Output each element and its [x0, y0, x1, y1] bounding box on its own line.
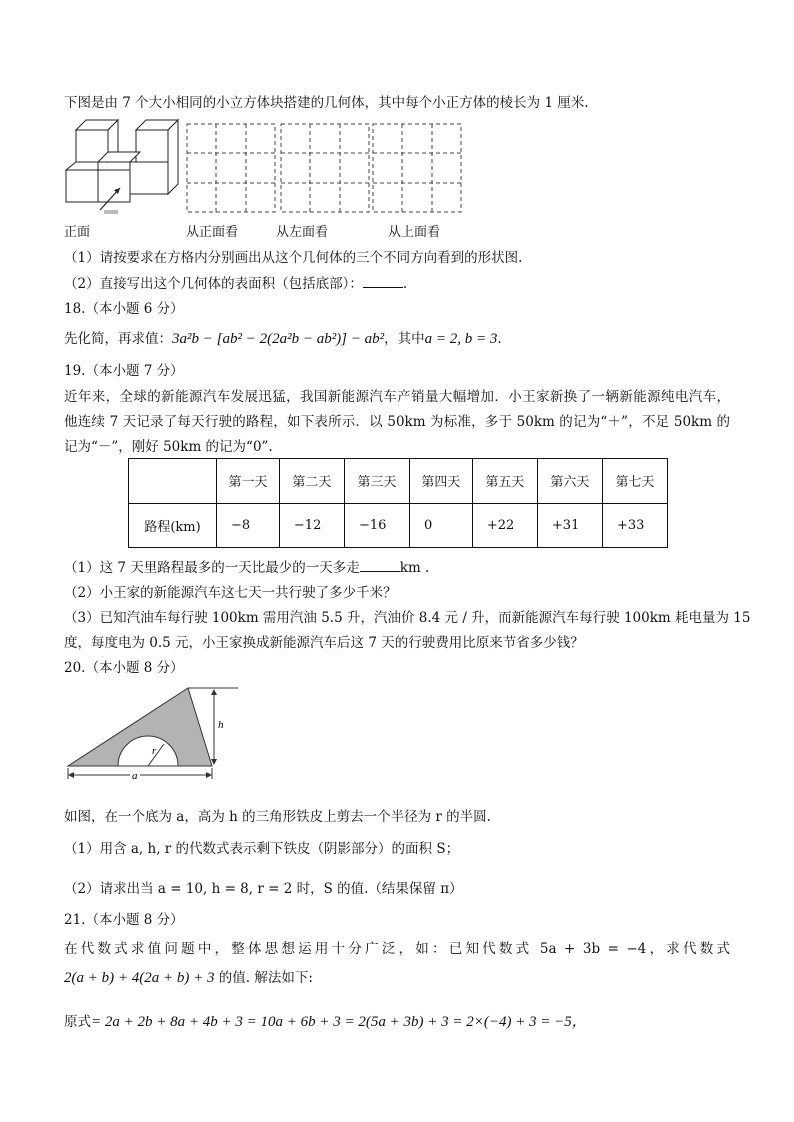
table-header-cell: 第四天: [409, 459, 472, 504]
q20-part1: （1）用含 a, h, r 的代数式表示剩下铁皮（阴影部分）的面积 S；: [64, 841, 460, 857]
label-a: a: [132, 770, 138, 782]
front-marker: [104, 210, 118, 214]
q19-part2: （2）小王家的新能源汽车这七天一共行驶了多少千米？: [64, 585, 397, 601]
table-row: [129, 503, 668, 548]
q19-p2: 他连续 7 天记录了每天行驶的路程，如下表所示．以 50km 为标准，多于 50km 的记为“＋”，不足 50km 的: [64, 414, 730, 430]
q18-prompt: 先化简，再求值：: [64, 331, 172, 347]
answer-blank: [360, 559, 400, 572]
q21-p2-expr: 2(a + b) + 4(2a + b) + 3: [64, 970, 215, 986]
answer-blank: [363, 275, 403, 288]
q19-part1-line: [64, 556, 429, 576]
q17-part1: （1）请按要求在方格内分别画出从这个几何体的三个不同方向看到的形状图.: [64, 250, 523, 266]
q21-p3-expr: = 2a + 2b + 8a + 4b + 3 = 10a + 6b + 3 = 2(5a + 3b) + 3 = 2×(−4) + 3 = −5，: [91, 1014, 587, 1030]
q19-part1: （1）这 7 天里路程最多的一天比最少的一天多走: [64, 560, 360, 576]
table-cell: −16: [344, 503, 409, 548]
cube-face: [66, 170, 98, 202]
triangle-semicircle-figure: [60, 682, 250, 782]
q19-part3b: 度，每度电为 0.5 元，小王家换成新能源汽车后这 7 天的行驶费用比原来节省多少钱？: [64, 635, 584, 651]
table-header-cell: 第三天: [344, 459, 409, 504]
q21-p2-end: 的值. 解法如下:: [214, 970, 313, 986]
q20-desc: 如图，在一个底为 a，高为 h 的三角形铁皮上剪去一个半径为 r 的半圆.: [64, 809, 491, 825]
table-header-cell: 第一天: [217, 459, 280, 504]
label-h: h: [218, 719, 224, 731]
base-arrow-head-right: [206, 772, 212, 778]
q17-intro: 下图是由 7 个大小相同的小立方体块搭建的几何体，其中每个小正方体的棱长为 1 厘米.: [64, 95, 589, 111]
q19-p1: 近年来，全球的新能源汽车发展迅猛，我国新能源汽车产销量大幅增加．小王家新换了一辆新能源纯电汽车，: [64, 389, 730, 405]
table-cell: +22: [472, 503, 537, 548]
table-cell: 0: [409, 503, 472, 548]
mileage-table: [128, 458, 668, 548]
table-header-row: [129, 459, 668, 504]
q19-p3: 记为“－”，刚好 50km 的记为“0”.: [64, 439, 273, 455]
q18-cond: a = 2, b = 3: [424, 331, 498, 347]
q21-heading: 21.（本小题 8 分）: [64, 912, 184, 928]
cube-face: [136, 130, 168, 162]
q17-part2: （2）直接写出这个几何体的表面积（包括底部）：: [64, 276, 363, 292]
q18-expr: 3a²b − [ab² − 2(2a²b − ab²)] − ab²: [172, 331, 385, 347]
q18-heading: 18.（本小题 6 分）: [64, 301, 184, 317]
label-front: 正面: [64, 225, 91, 240]
q18-end: .: [497, 331, 502, 347]
q20-part2: （2）请求出当 a = 10, h = 8, r = 2 时，S 的值.（结果保留 π）: [64, 881, 463, 897]
table-header-cell: 第六天: [537, 459, 602, 504]
table-cell: +31: [537, 503, 602, 548]
q19-heading: 19.（本小题 7 分）: [64, 363, 184, 379]
cube-face: [130, 162, 168, 194]
cube-face: [168, 120, 178, 194]
q19-part3a: （3）已知汽油车每行驶 100km 需用汽油 5.5 升，汽油价 8.4 元 / 升，而新能源汽车每行驶 100km 耗电量为 15: [64, 610, 751, 626]
q17-part2-end: .: [402, 276, 408, 292]
q21-p1: 在代数式求值问题中，整体思想运用十分广泛，如：已知代数式 5a + 3b = −4，求代数式: [64, 941, 730, 957]
q17-part2-line: [64, 272, 407, 292]
q18-cond-prefix: ，其中: [384, 331, 425, 347]
height-arrow-head-top: [211, 689, 217, 695]
q19-part1-end: km .: [399, 560, 430, 576]
table-corner-cell: [129, 459, 217, 504]
table-header-cell: 第五天: [472, 459, 537, 504]
view-grid-front: [186, 123, 276, 213]
label-view-left: 从左面看: [276, 225, 329, 240]
table-row-label: 路程(km): [129, 503, 217, 548]
q18-line: [64, 327, 502, 348]
cube-solid-figure: [64, 118, 184, 218]
table-header-cell: 第七天: [602, 459, 667, 504]
cube-face: [66, 162, 98, 170]
table-cell: −12: [279, 503, 344, 548]
label-view-top: 从上面看: [388, 225, 441, 240]
table-header-cell: 第二天: [279, 459, 344, 504]
q20-heading: 20.（本小题 8 分）: [64, 660, 184, 676]
view-grid-top: [372, 123, 462, 213]
base-arrow-head-left: [68, 772, 74, 778]
q21-p2-line: [64, 966, 313, 987]
label-r: r: [152, 745, 157, 757]
view-grid-left: [280, 123, 370, 213]
table-cell: −8: [217, 503, 280, 548]
q21-p3-label: 原式: [64, 1014, 91, 1030]
cube-face: [98, 170, 130, 202]
label-view-front: 从正面看: [186, 225, 239, 240]
q21-p3-line: [64, 1010, 587, 1031]
table-cell: +33: [602, 503, 667, 548]
